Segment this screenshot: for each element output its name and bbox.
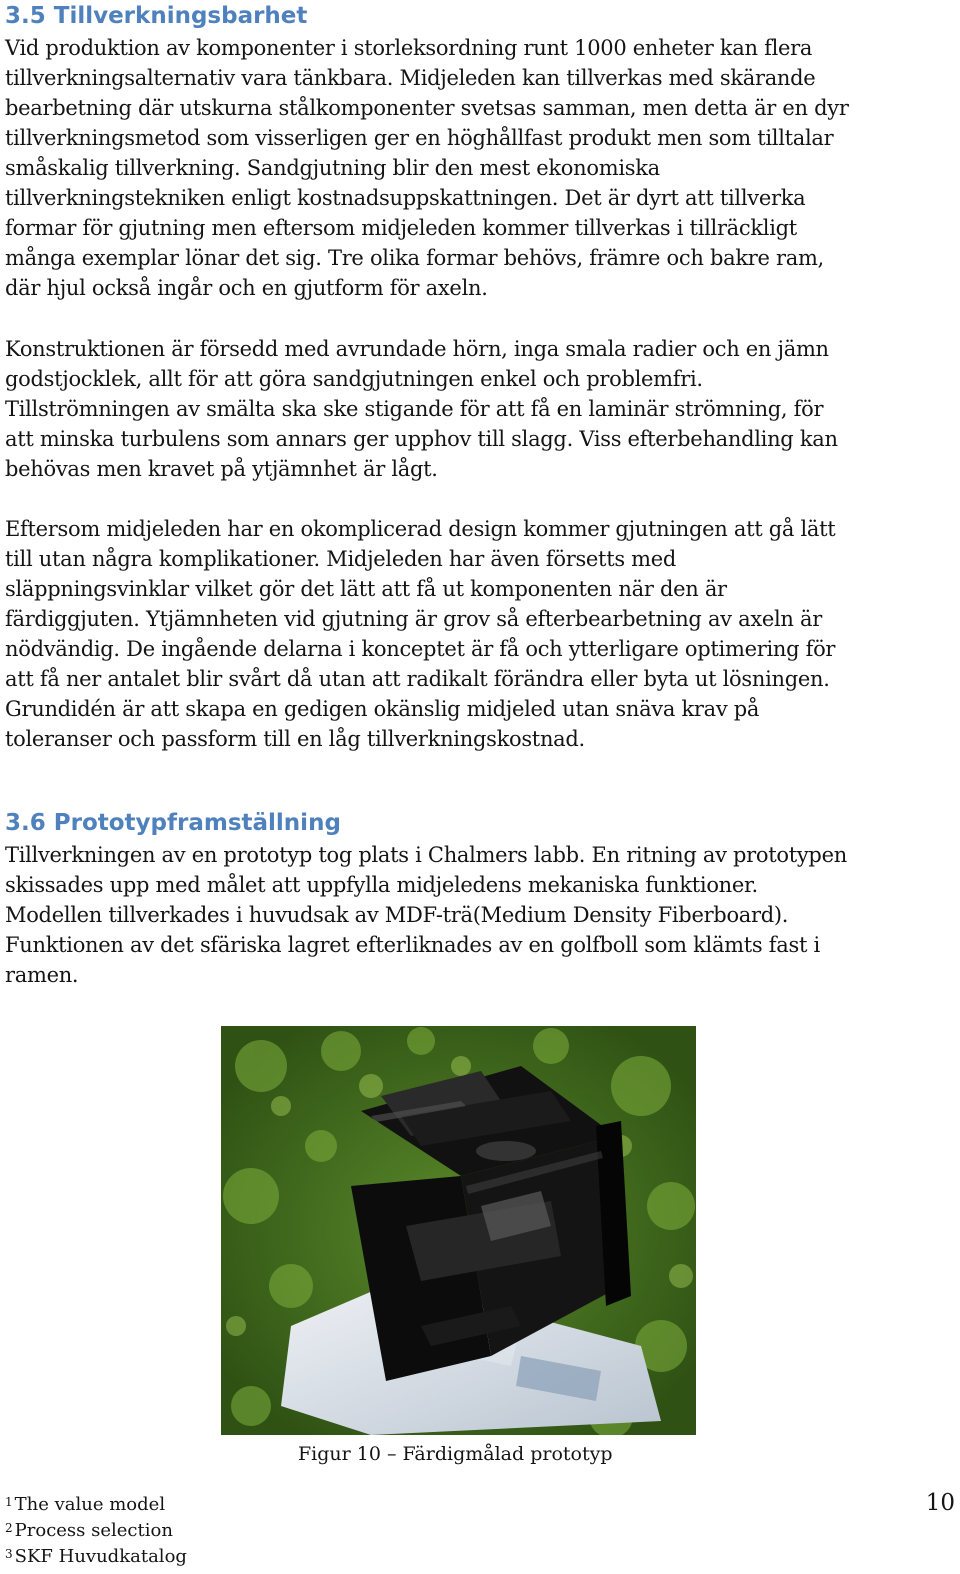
- text-line: skissades upp med målet att uppfylla midjeledens mekaniska funktioner.: [5, 873, 758, 897]
- figure-caption: Figur 10 – Färdigmålad prototyp: [298, 1443, 613, 1465]
- text-line: formar för gjutning men eftersom midjeleden kommer tillverkas i tillräckligt: [5, 216, 797, 240]
- footnote-number: 1: [5, 1495, 13, 1509]
- text-line: att minska turbulens som annars ger upphov till slagg. Viss efterbehandling kan: [5, 427, 838, 451]
- footnote-text: Process selection: [14, 1520, 173, 1541]
- text-line: toleranser och passform till en låg tillverkningskostnad.: [5, 727, 585, 751]
- footnote-number: 2: [5, 1521, 13, 1535]
- text-line: att få ner antalet blir svårt då utan att radikalt förändra eller byta ut lösningen.: [5, 667, 830, 691]
- text-line: tillverkningsalternativ vara tänkbara. Midjeleden kan tillverkas med skärande: [5, 66, 816, 90]
- footnote: [5, 1518, 187, 1544]
- text-line: Eftersom midjeleden har en okomplicerad design kommer gjutningen att gå lätt: [5, 517, 836, 541]
- prototype-photo: [221, 1026, 696, 1435]
- text-line: där hjul också ingår och en gjutform för axeln.: [5, 276, 488, 300]
- section-heading-tillverkningsbarhet: 3.5 Tillverkningsbarhet: [5, 3, 308, 29]
- text-line: godstjocklek, allt för att göra sandgjutningen enkel och problemfri.: [5, 367, 703, 391]
- text-line: bearbetning där utskurna stålkomponenter svetsas samman, men detta är en dyr: [5, 96, 849, 120]
- footnotes: [5, 1492, 187, 1570]
- text-line: Vid produktion av komponenter i storleksordning runt 1000 enheter kan flera: [5, 36, 813, 60]
- text-line: släppningsvinklar vilket gör det lätt att få ut komponenten när den är: [5, 577, 727, 601]
- paragraph: [5, 334, 945, 484]
- text-line: behövas men kravet på ytjämnhet är lågt.: [5, 457, 438, 481]
- text-line: Modellen tillverkades i huvudsak av MDF-trä(Medium Density Fiberboard).: [5, 903, 789, 927]
- footnote: [5, 1544, 187, 1570]
- section-heading-prototypframstallning: 3.6 Prototypframställning: [5, 810, 341, 836]
- text-line: Grundidén är att skapa en gedigen okänslig midjeled utan snäva krav på: [5, 697, 760, 721]
- text-line: småskalig tillverkning. Sandgjutning blir den mest ekonomiska: [5, 156, 660, 180]
- paragraph: [5, 840, 945, 990]
- text-line: nödvändig. De ingående delarna i konceptet är få och ytterligare optimering för: [5, 637, 836, 661]
- text-line: Konstruktionen är försedd med avrundade hörn, inga smala radier och en jämn: [5, 337, 829, 361]
- text-line: tillverkningstekniken enligt kostnadsuppskattningen. Det är dyrt att tillverka: [5, 186, 806, 210]
- text-line: många exemplar lönar det sig. Tre olika formar behövs, främre och bakre ram,: [5, 246, 824, 270]
- footnote-text: SKF Huvudkatalog: [14, 1546, 187, 1567]
- text-line: Tillströmningen av smälta ska ske stigande för att få en laminär strömning, för: [5, 397, 824, 421]
- footnote-number: 3: [5, 1547, 13, 1561]
- text-line: Tillverkningen av en prototyp tog plats i Chalmers labb. En ritning av prototypen: [5, 843, 847, 867]
- footnote: [5, 1492, 187, 1518]
- text-line: tillverkningsmetod som visserligen ger en höghållfast produkt men som tilltalar: [5, 126, 834, 150]
- text-line: till utan några komplikationer. Midjeleden har även försetts med: [5, 547, 677, 571]
- paragraph: [5, 514, 945, 754]
- page-number: 10: [925, 1490, 955, 1516]
- text-line: färdiggjuten. Ytjämnheten vid gjutning är grov så efterbearbetning av axeln är: [5, 607, 822, 631]
- text-line: ramen.: [5, 963, 79, 987]
- footnote-text: The value model: [14, 1494, 166, 1515]
- paragraph: [5, 33, 945, 303]
- text-line: Funktionen av det sfäriska lagret efterliknades av en golfboll som klämts fast i: [5, 933, 820, 957]
